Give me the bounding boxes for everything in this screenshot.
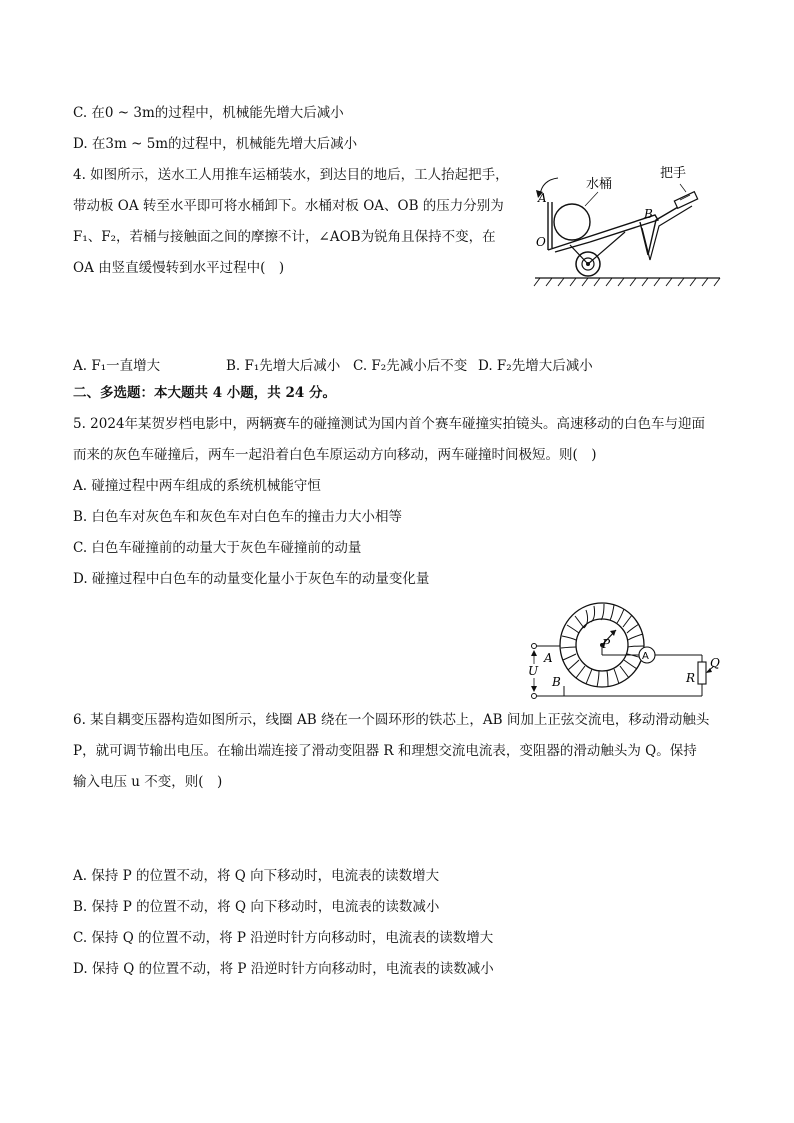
q6-stem-line1: 6. 某自耦变压器构造如图所示，线圈 AB 绕在一个圆环形的铁芯上，AB 间加上正弦交流电，移动滑动触头: [73, 712, 710, 728]
q4-stem-line1: 4. 如图所示，送水工人用推车运桶装水，到达目的地后，工人抬起把手，: [73, 167, 509, 183]
q4-option-a: A. F₁一直增大: [73, 358, 161, 374]
q6-fig-label-u: U: [528, 664, 539, 678]
q6-transformer-figure: [524, 600, 734, 702]
q6-stem-line3: 输入电压 u 不变，则( ): [73, 774, 223, 790]
q4-fig-label-b: B: [644, 207, 653, 221]
section-heading-multi-choice: 二、多选题：本大题共 4 小题，共 24 分。: [73, 385, 336, 401]
q6-fig-label-a: A: [544, 651, 553, 665]
q6-option-d: D. 保持 Q 的位置不动，将 P 沿逆时针方向移动时，电流表的读数减小: [73, 961, 494, 977]
q6-fig-ammeter-label: A: [642, 651, 649, 662]
q3-option-c: C. 在0 ~ 3m的过程中，机械能先增大后减小: [73, 105, 344, 121]
q5-stem-line2: 而来的灰色车碰撞后，两车一起沿着白色车原运动方向移动，两车碰撞时间极短。则( ): [73, 447, 597, 463]
q6-fig-label-b: B: [552, 675, 561, 689]
q6-option-b: B. 保持 P 的位置不动，将 Q 向下移动时，电流表的读数减小: [73, 899, 440, 915]
q6-fig-label-r: R: [686, 671, 696, 685]
q6-option-c: C. 保持 Q 的位置不动，将 P 沿逆时针方向移动时，电流表的读数增大: [73, 930, 494, 946]
q5-option-b: B. 白色车对灰色车和灰色车对白色车的撞击力大小相等: [73, 509, 403, 525]
q5-option-d: D. 碰撞过程中白色车的动量变化量小于灰色车的动量变化量: [73, 571, 430, 587]
q5-option-c: C. 白色车碰撞前的动量大于灰色车碰撞前的动量: [73, 540, 362, 556]
q4-fig-label-bucket: 水桶: [586, 177, 613, 192]
q6-stem-line2: P，就可调节输出电压。在输出端连接了滑动变阻器 R 和理想交流电流表，变阻器的滑动触头为 Q。保持: [73, 743, 697, 759]
q6-fig-label-q: Q: [710, 656, 720, 670]
q4-option-c: C. F₂先减小后不变: [353, 358, 468, 374]
q4-fig-label-a: A: [538, 191, 547, 205]
q4-stem-line2: 带动板 OA 转至水平即可将水桶卸下。水桶对板 OA、OB 的压力分别为: [73, 198, 504, 214]
q4-fig-label-handle: 把手: [660, 166, 687, 181]
q4-fig-label-o: O: [536, 235, 546, 249]
q4-cart-figure: [530, 160, 730, 290]
q4-stem-line4: OA 由竖直缓慢转到水平过程中( ): [73, 260, 285, 276]
q5-stem-line1: 5. 2024年某贺岁档电影中，两辆赛车的碰撞测试为国内首个赛车碰撞实拍镜头。高速移动的白色车与迎面: [73, 416, 706, 432]
q5-option-a: A. 碰撞过程中两车组成的系统机械能守恒: [73, 478, 321, 494]
q3-option-d: D. 在3m ~ 5m的过程中，机械能先增大后减小: [73, 136, 358, 152]
q4-stem-line3: F₁、F₂，若桶与接触面之间的摩擦不计，∠AOB为锐角且保持不变，在: [73, 229, 496, 245]
q6-option-a: A. 保持 P 的位置不动，将 Q 向下移动时，电流表的读数增大: [73, 868, 440, 884]
q4-option-d: D. F₂先增大后减小: [478, 358, 593, 374]
q6-fig-label-p: P: [602, 637, 611, 651]
q4-option-b: B. F₁先增大后减小: [226, 358, 341, 374]
